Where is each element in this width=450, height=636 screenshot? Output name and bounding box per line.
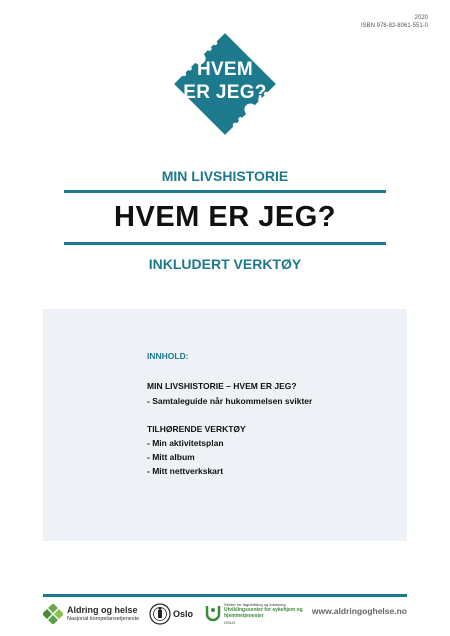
usht-logo-icon bbox=[205, 604, 221, 622]
series-subtitle: MIN LIVSHISTORIE bbox=[161, 168, 289, 184]
publication-meta bbox=[361, 14, 428, 30]
oslo-name: Oslo bbox=[173, 609, 194, 619]
usht-line-2: Utviklingssenter for sykehjem og hjemmetjenester bbox=[224, 607, 303, 619]
logo-line-2: ER JEG? bbox=[183, 82, 267, 103]
aldring-og-helse-subtitle: Nasjonal kompetansetjeneste bbox=[67, 616, 140, 622]
contents-item: - Mitt nettverkskart bbox=[147, 466, 224, 476]
footer-rule bbox=[43, 594, 407, 597]
top-rule bbox=[64, 190, 386, 193]
contents-section-1-heading: MIN LIVSHISTORIE – HVEM ER JEG? bbox=[147, 381, 297, 391]
contents-section-2-heading: TILHØRENDE VERKTØY bbox=[147, 424, 246, 434]
contents-label: INNHOLD: bbox=[147, 351, 189, 361]
logo-line-1: HVEM bbox=[196, 59, 254, 80]
oslo-seal-icon bbox=[149, 602, 171, 626]
footer bbox=[43, 600, 407, 630]
isbn: ISBN 978-82-8061-551-0 bbox=[360, 23, 428, 29]
usht-line-3: OSLO bbox=[224, 620, 236, 625]
aldring-og-helse-logo-icon bbox=[43, 604, 63, 624]
aldring-og-helse-name: Aldring og helse bbox=[67, 605, 138, 615]
usht-line-1: Senter for fagutvikling og forskning bbox=[224, 602, 286, 607]
contents-item: - Mitt album bbox=[147, 452, 195, 462]
publication-year: 2020 bbox=[414, 15, 428, 21]
page-title: HVEM ER JEG? bbox=[114, 201, 336, 233]
logo-text bbox=[165, 58, 285, 104]
contents-item: - Min aktivitetsplan bbox=[147, 438, 224, 448]
website-link[interactable]: www.aldringoghelse.no bbox=[311, 606, 407, 616]
included-subtitle: INKLUDERT VERKTØY bbox=[148, 256, 302, 272]
contents-item: - Samtaleguide når hukommelsen svikter bbox=[147, 396, 313, 406]
bottom-rule bbox=[64, 242, 386, 245]
